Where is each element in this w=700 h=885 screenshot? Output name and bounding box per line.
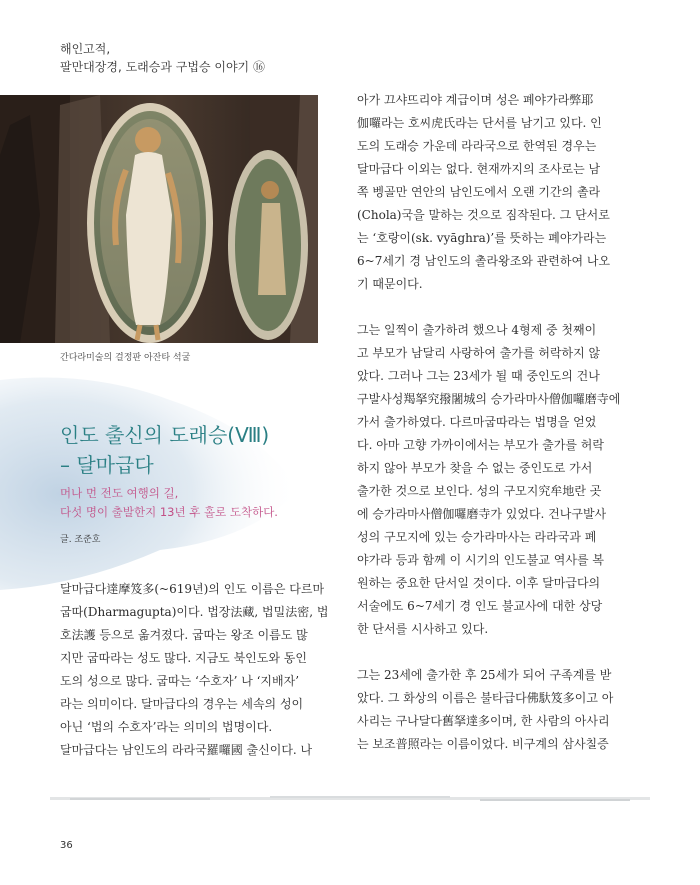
text-line: 달마급다는 남인도의 라라국羅囉國 출신이다. 나 xyxy=(60,743,313,757)
article-title xyxy=(60,420,320,480)
title-line1: 인도 출신의 도래승(Ⅷ) xyxy=(60,423,270,447)
text-line: 다. 아마 고향 가까이에서는 부모가 출가를 허락 xyxy=(357,438,604,452)
text-line: 달마급다達摩笈多(~619년)의 인도 이름은 다르마 xyxy=(60,582,325,596)
running-header xyxy=(60,40,460,76)
subtitle-line1: 머나 먼 전도 여행의 길, xyxy=(60,486,179,500)
text-line: (Chola)국을 말하는 것으로 짐작된다. 그 단서로 xyxy=(357,208,610,222)
article-subtitle xyxy=(60,484,322,522)
text-line: 그는 일찍이 출가하려 했으나 4형제 중 첫째이 xyxy=(357,323,597,337)
text-line: 았다. 그 화상의 이름은 불타급다佛馱笈多이고 아 xyxy=(357,691,614,705)
text-line: 사리는 구나달다舊拏達多이며, 한 사람의 아사리 xyxy=(357,714,610,728)
paragraph-gap xyxy=(357,296,642,319)
text-line: 한 단서를 시사하고 있다. xyxy=(357,622,489,636)
text-line: 쪽 벵골만 연안의 남인도에서 오랜 기간의 촐라 xyxy=(357,185,601,199)
header-series-line1: 해인고적, xyxy=(60,42,111,56)
author-credit: 글. 조준호 xyxy=(60,535,101,545)
text-line: 출가한 것으로 보인다. 성의 구모지究牟地란 곳 xyxy=(357,484,602,498)
text-line: 굽따(Dharmagupta)이다. 법장法藏, 법밀法密, 법 xyxy=(60,605,329,619)
text-line: 았다. 그러나 그는 23세가 될 때 중인도의 건나 xyxy=(357,369,600,383)
header-series-line2: 팔만대장경, 도래승과 구법승 이야기 ⑯ xyxy=(60,60,265,74)
text-line: 에 승가라마사僧伽囉磨寺가 있었다. 건나구발사 xyxy=(357,507,607,521)
text-line: 가서 출가하였다. 다르마굽따라는 법명을 얻었 xyxy=(357,415,597,429)
text-line: 야가라 등과 함께 이 시기의 인도불교 역사를 복 xyxy=(357,553,604,567)
title-line2: – 달마급다 xyxy=(60,453,154,477)
text-line: 지만 굽따라는 성도 많다. 지금도 북인도와 동인 xyxy=(60,651,307,665)
text-line: 는 보조普照라는 이름이었다. 비구계의 삼사칠증 xyxy=(357,737,609,751)
text-line: 아닌 ‘법의 수호자’라는 의미의 법명이다. xyxy=(60,720,273,734)
ajanta-mural-photo xyxy=(0,95,318,343)
text-line: 성의 구모지에 있는 승가라마사는 라라국과 폐 xyxy=(357,530,597,544)
text-line: 伽囉라는 호씨虎氏라는 단서를 남기고 있다. 인 xyxy=(357,116,602,130)
left-column-text xyxy=(60,578,329,762)
paragraph-gap xyxy=(357,641,642,664)
text-line: 도의 도래승 가운데 라라국으로 한역된 경우는 xyxy=(357,139,597,153)
text-line: 그는 23세에 출가한 후 25세가 되어 구족계를 받 xyxy=(357,668,612,682)
text-line: 아가 끄샤뜨리야 계급이며 성은 폐야가라弊耶 xyxy=(357,93,594,107)
text-line: 하지 않아 부모가 찾을 수 없는 중인도로 가서 xyxy=(357,461,593,475)
text-line: 도의 성으로 많다. 굽따는 ‘수호자’ 나 ‘지배자’ xyxy=(60,674,300,688)
text-line: 원하는 중요한 단서일 것이다. 이후 달마급다의 xyxy=(357,576,601,590)
photo-caption: 간다라미술의 걸정판 아잔타 석굴 xyxy=(60,353,191,363)
right-column-text xyxy=(357,89,642,756)
subtitle-line2: 다섯 명이 출발한지 13년 후 홀로 도착하다. xyxy=(60,505,278,519)
text-line: 고 부모가 남달리 사랑하여 출가를 허락하지 않 xyxy=(357,346,601,360)
text-line: 구발사성羯拏究撥闍城의 승가라마사僧伽囉磨寺에 xyxy=(357,392,621,406)
text-line: 호法護 등으로 옮겨졌다. 굽따는 왕조 이름도 많 xyxy=(60,628,308,642)
text-line: 6~7세기 경 남인도의 촐라왕조와 관련하여 나오 xyxy=(357,254,611,268)
text-line: 달마급다 이외는 없다. 현재까지의 조사로는 남 xyxy=(357,162,601,176)
decorative-brush-stripe xyxy=(50,793,650,805)
text-line: 는 ‘호랑이(sk. vyāghra)’를 뜻하는 폐야가라는 xyxy=(357,231,607,245)
text-line: 서술에도 6~7세기 경 인도 불교사에 대한 상당 xyxy=(357,599,603,613)
page-number: 36 xyxy=(60,840,73,851)
text-line: 기 때문이다. xyxy=(357,277,423,291)
text-line: 라는 의미이다. 달마급다의 경우는 세속의 성이 xyxy=(60,697,304,711)
